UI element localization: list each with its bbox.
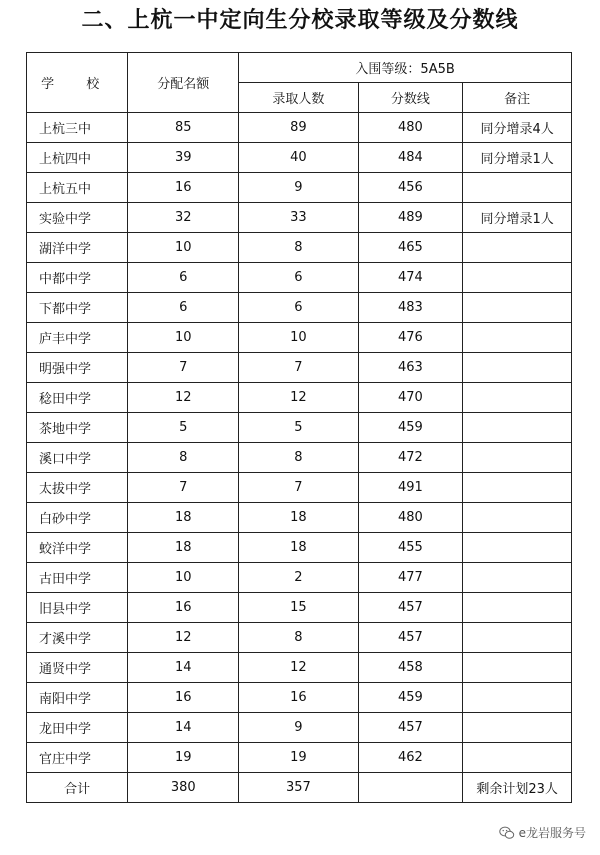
table-row [27,173,572,203]
cell-quota: 12 [128,623,239,653]
cell-remark [463,293,572,323]
cell-remark [463,353,572,383]
cell-admitted: 8 [239,623,358,653]
page-title: 二、上杭一中定向生分校录取等级及分数线 [81,8,519,33]
cell-score: 470 [358,383,463,413]
total-quota: 380 [128,773,239,803]
cell-remark [463,563,572,593]
cell-remark [463,533,572,563]
cell-score: 489 [358,203,463,233]
total-remark: 剩余计划23人 [463,773,572,803]
cell-school: 湖洋中学 [27,233,128,263]
table-row [27,623,572,653]
cell-score: 477 [358,563,463,593]
cell-admitted: 10 [239,323,358,353]
cell-score: 456 [358,173,463,203]
cell-admitted: 9 [239,173,358,203]
watermark [499,824,586,841]
cell-score: 480 [358,113,463,143]
cell-remark: 同分增录1人 [463,143,572,173]
table-row [27,443,572,473]
table-row [27,533,572,563]
cell-school: 龙田中学 [27,713,128,743]
score-table [26,52,572,803]
cell-school: 上杭四中 [27,143,128,173]
cell-remark [463,233,572,263]
cell-score: 474 [358,263,463,293]
cell-admitted: 12 [239,383,358,413]
cell-quota: 18 [128,503,239,533]
cell-school: 茶地中学 [27,413,128,443]
cell-quota: 32 [128,203,239,233]
cell-school: 稔田中学 [27,383,128,413]
table-row [27,383,572,413]
cell-remark [463,173,572,203]
cell-quota: 6 [128,293,239,323]
cell-admitted: 89 [239,113,358,143]
cell-admitted: 9 [239,713,358,743]
table-row [27,743,572,773]
cell-score: 457 [358,593,463,623]
cell-admitted: 8 [239,233,358,263]
cell-admitted: 8 [239,443,358,473]
cell-admitted: 15 [239,593,358,623]
cell-remark [463,743,572,773]
cell-score: 455 [358,533,463,563]
cell-quota: 10 [128,233,239,263]
cell-admitted: 6 [239,263,358,293]
table-row [27,473,572,503]
cell-score: 463 [358,353,463,383]
cell-quota: 10 [128,323,239,353]
cell-remark [463,623,572,653]
header-school: 学 校 [27,53,128,113]
cell-remark [463,593,572,623]
table-row [27,503,572,533]
cell-quota: 7 [128,473,239,503]
table-body [27,113,572,773]
table-row [27,683,572,713]
cell-admitted: 7 [239,473,358,503]
header-admitted: 录取人数 [239,83,358,113]
cell-quota: 16 [128,593,239,623]
cell-school: 明强中学 [27,353,128,383]
total-score [358,773,463,803]
cell-remark [463,653,572,683]
total-row [27,773,572,803]
cell-quota: 16 [128,683,239,713]
cell-remark [463,473,572,503]
cell-score: 484 [358,143,463,173]
table-row [27,413,572,443]
cell-admitted: 16 [239,683,358,713]
cell-remark [463,503,572,533]
cell-score: 483 [358,293,463,323]
cell-score: 459 [358,683,463,713]
cell-admitted: 2 [239,563,358,593]
header-admission-level: 入围等级：5A5B [239,53,572,83]
cell-school: 旧县中学 [27,593,128,623]
cell-score: 491 [358,473,463,503]
cell-school: 实验中学 [27,203,128,233]
header-score-line: 分数线 [358,83,463,113]
cell-remark [463,263,572,293]
cell-score: 457 [358,713,463,743]
table-header [27,53,572,113]
cell-score: 462 [358,743,463,773]
cell-quota: 10 [128,563,239,593]
cell-score: 480 [358,503,463,533]
cell-remark [463,383,572,413]
cell-school: 古田中学 [27,563,128,593]
cell-remark [463,713,572,743]
cell-school: 庐丰中学 [27,323,128,353]
table-row [27,113,572,143]
cell-quota: 18 [128,533,239,563]
cell-school: 蛟洋中学 [27,533,128,563]
cell-admitted: 18 [239,503,358,533]
wechat-icon [499,826,515,840]
table-row [27,323,572,353]
cell-quota: 14 [128,713,239,743]
cell-admitted: 18 [239,533,358,563]
cell-admitted: 6 [239,293,358,323]
cell-score: 459 [358,413,463,443]
cell-remark [463,683,572,713]
cell-remark: 同分增录1人 [463,203,572,233]
cell-score: 458 [358,653,463,683]
cell-remark [463,443,572,473]
cell-quota: 85 [128,113,239,143]
cell-quota: 14 [128,653,239,683]
cell-quota: 12 [128,383,239,413]
cell-quota: 19 [128,743,239,773]
cell-admitted: 33 [239,203,358,233]
cell-school: 官庄中学 [27,743,128,773]
cell-admitted: 19 [239,743,358,773]
cell-admitted: 12 [239,653,358,683]
cell-score: 472 [358,443,463,473]
cell-school: 才溪中学 [27,623,128,653]
cell-quota: 6 [128,263,239,293]
cell-quota: 16 [128,173,239,203]
cell-school: 溪口中学 [27,443,128,473]
cell-school: 南阳中学 [27,683,128,713]
cell-school: 中都中学 [27,263,128,293]
cell-quota: 5 [128,413,239,443]
cell-school: 上杭三中 [27,113,128,143]
cell-quota: 39 [128,143,239,173]
watermark-text: e龙岩服务号 [518,826,586,840]
cell-score: 457 [358,623,463,653]
cell-remark: 同分增录4人 [463,113,572,143]
table-row [27,563,572,593]
table-row [27,233,572,263]
table-row [27,263,572,293]
cell-score: 476 [358,323,463,353]
total-admitted: 357 [239,773,358,803]
cell-remark [463,413,572,443]
cell-admitted: 7 [239,353,358,383]
header-quota: 分配名额 [128,53,239,113]
header-remark: 备注 [463,83,572,113]
table-row [27,593,572,623]
table-row [27,293,572,323]
table-footer [27,773,572,803]
table-row [27,143,572,173]
cell-quota: 7 [128,353,239,383]
cell-quota: 8 [128,443,239,473]
table-row [27,353,572,383]
cell-school: 白砂中学 [27,503,128,533]
cell-admitted: 5 [239,413,358,443]
cell-remark [463,323,572,353]
cell-school: 通贤中学 [27,653,128,683]
cell-school: 上杭五中 [27,173,128,203]
cell-score: 465 [358,233,463,263]
cell-admitted: 40 [239,143,358,173]
table-row [27,653,572,683]
table-row [27,203,572,233]
cell-school: 太拔中学 [27,473,128,503]
table-row [27,713,572,743]
cell-school: 下都中学 [27,293,128,323]
total-label: 合计 [27,773,128,803]
